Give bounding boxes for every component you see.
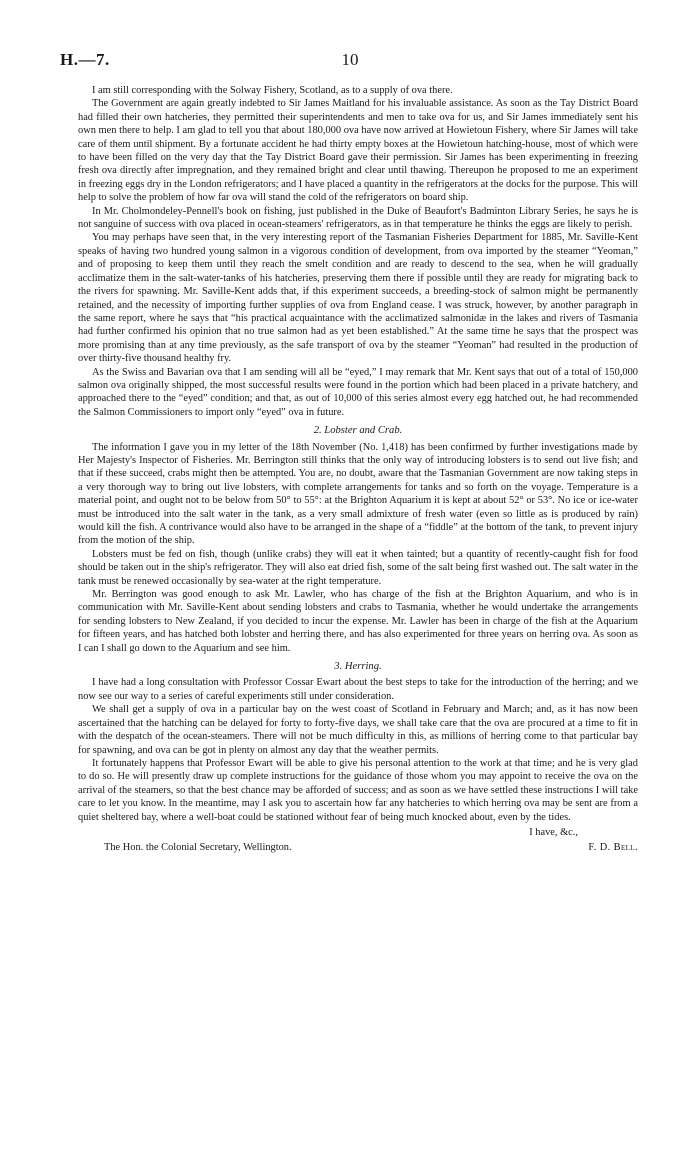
letter-closing	[78, 826, 638, 855]
paragraph: It fortunately happens that Professor Ewart will be able to give his personal attention to the work at that time; and he is very glad to do so. He will presently draw up complete instructions for the guidance of those whom you may appoint to receive the ova on the arrival of the steamers, so that the best chance may be afforded of success; and as soon as we have settled these instructions I will take care to let you know. In the meantime, may I ask you to ascertain how far any hatcheries to which herring ova may be sent are from a quiet sheltered bay, where a well-boat could be stationed without fear of being much knocked about, even by the tides.	[78, 757, 638, 823]
signature: F. D. Bell.	[588, 842, 638, 854]
paragraph: I have had a long consultation with Professor Cossar Ewart about the best steps to take for the introduction of the herring; and we now see our way to a series of careful experiments still under consideration.	[78, 677, 638, 702]
paragraph: The information I gave you in my letter of the 18th November (No. 1,418) has been confirmed by further investigations made by Her Majesty's Inspector of Fisheries. Mr. Berrington still thinks that the only way of introducing lobsters is to send out live fish; and that if these succeed, crabs might then be attempted. You are, no doubt, aware that the Tasmanian Government are now taking steps in a very thorough way to bring out live lobsters, with complete arrangements for tanks and so forth on the voyage. Temperature is a material point, and ought not to be below from 50° to 55°: at the Brighton Aquarium it is kept at about 52° or 53°. No ice or ice-water must be introduced into the salt water in the tank, as a very small admixture of fresh water (even so little as is produced by rain) would kill the fish. A contrivance would also have to be arranged in the shape of a “fiddle” at the bottom of the tank, to prevent injury from the motion of the ship.	[78, 441, 638, 547]
paragraph: As the Swiss and Bavarian ova that I am sending will all be “eyed,” I may remark that Mr. Kent says that out of a total of 150,000 salmon ova originally shipped, the most successful results were found in the portion which had been placed in a private hatchery, and approached there to the “eyed” condition; and that, as out of 10,000 of this series almost every egg hatched out, he had recommended the Salmon Commissioners to import only “eyed” ova in future.	[78, 366, 638, 418]
letter-body	[78, 84, 638, 855]
paragraph: We shall get a supply of ova in a particular bay on the west coast of Scotland in February and March; and, as it has now been ascertained that the hatching can be delayed for forty to forty-five days, we shall take care that the ova are procured at a time to fit in with the despatch of the ocean-steamers. There will not be much difficulty in this, as millions of herring come to that particular bay for spawning, and ova can be got in plenty on almost any day that the weather permits.	[78, 704, 638, 756]
closing-row	[78, 841, 638, 854]
paragraph: In Mr. Cholmondeley-Pennell's book on fishing, just published in the Duke of Beaufort's Badminton Library Series, he says he is not sanguine of success with ova placed in ocean-steamers' refrigerators, as in that temperature he thinks the eggs are likely to perish.	[78, 205, 638, 231]
paragraph: Mr. Berrington was good enough to ask Mr. Lawler, who has charge of the fish at the Brighton Aquarium, and who is in communication with Mr. Saville-Kent about sending lobsters and crabs to Tasmania, whether he would undertake the arrangements for sending lobsters to New Zealand, if you decided to incur the expense. Mr. Lawler has been in charge of the fish at the Aquarium for fifteen years, and has hatched both lobster and herring there, and has also experimented for three years on herring ova. As soon as I can I shall go down to the Aquarium and see him.	[78, 589, 638, 654]
closing-salutation: I have, &c.,	[529, 826, 578, 838]
paragraph: I am still corresponding with the Solway Fishery, Scotland, as to a supply of ova there.	[92, 85, 453, 96]
paragraph: Lobsters must be fed on fish, though (unlike crabs) they will eat it when tainted; but a quantity of recently-caught fish for food should be taken out in the ship's refrigerator. They will also eat dried fish, some of the salt being first washed out. The salt water in the tank must be renewed occasionally by sea-water at the right temperature.	[78, 548, 638, 587]
paragraph: You may perhaps have seen that, in the very interesting report of the Tasmanian Fisheries Department for 1885, Mr. Saville-Kent speaks of having two hundred young salmon in a vigorous condition of development, from ova imported by the steamer “Yeoman,” and of proposing to keep them until they reach the smelt condition and are ready to descend to the sea, when he will gradually acclimatize them in the salt-water-tanks of his hatcheries, preserving them there if possible until they are ready for migrating back to the rivers for spawning. Mr. Saville-Kent adds that, if this experiment succeeds, a breeding-stock of salmon might be permanently retained, and the necessity of importing further supplies of ova from England cease. I was struck, however, by another paragraph in the same report, where he says that “his practical acquaintance with the acclimatized salmonidæ in the lakes and rivers of Tasmania had further confirmed his opinion that no true salmon had as yet been established.” At the same time he says that the prospect was more promising than at any time previously, as the safe transport of ova by the steamer “Yeoman” had resulted in the production of over thirty-five thousand healthy fry.	[78, 232, 638, 365]
section-heading-lobster-and-crab: 2. Lobster and Crab.	[313, 425, 403, 437]
addressee: The Hon. the Colonial Secretary, Wellington.	[104, 842, 292, 854]
document-id: H.—7.	[60, 50, 110, 69]
section-heading-herring: 3. Herring.	[334, 661, 382, 673]
paragraph: The Government are again greatly indebted to Sir James Maitland for his invaluable assistance. As soon as the Tay District Board had filled their own hatcheries, they permitted their superintendents and men to take ova for us, and Sir James immediately sent his own men there to help. I am glad to tell you that about 180,000 ova have now arrived at Howietoun Fishery, where Sir James will take care of them until shipment. By a fortunate accident he had thirty empty boxes at the Howietoun hatching-house, most of which were to have been filled on the very day that the Tay District Board gave their permission. Sir James has been experimenting in freezing fresh ova directly after impregnation, and they remained bright and clear until thawing. Thereupon he proposed to me an experiment in freezing eggs dry in the London refrigerators; and I have placed a quantity in the refrigerators at the docks for the purpose. This will help to solve the problem of how far ova will stand the cold of the refrigerators on board ship.	[78, 98, 638, 204]
page-header	[60, 50, 640, 72]
page-number: 10	[341, 50, 359, 69]
